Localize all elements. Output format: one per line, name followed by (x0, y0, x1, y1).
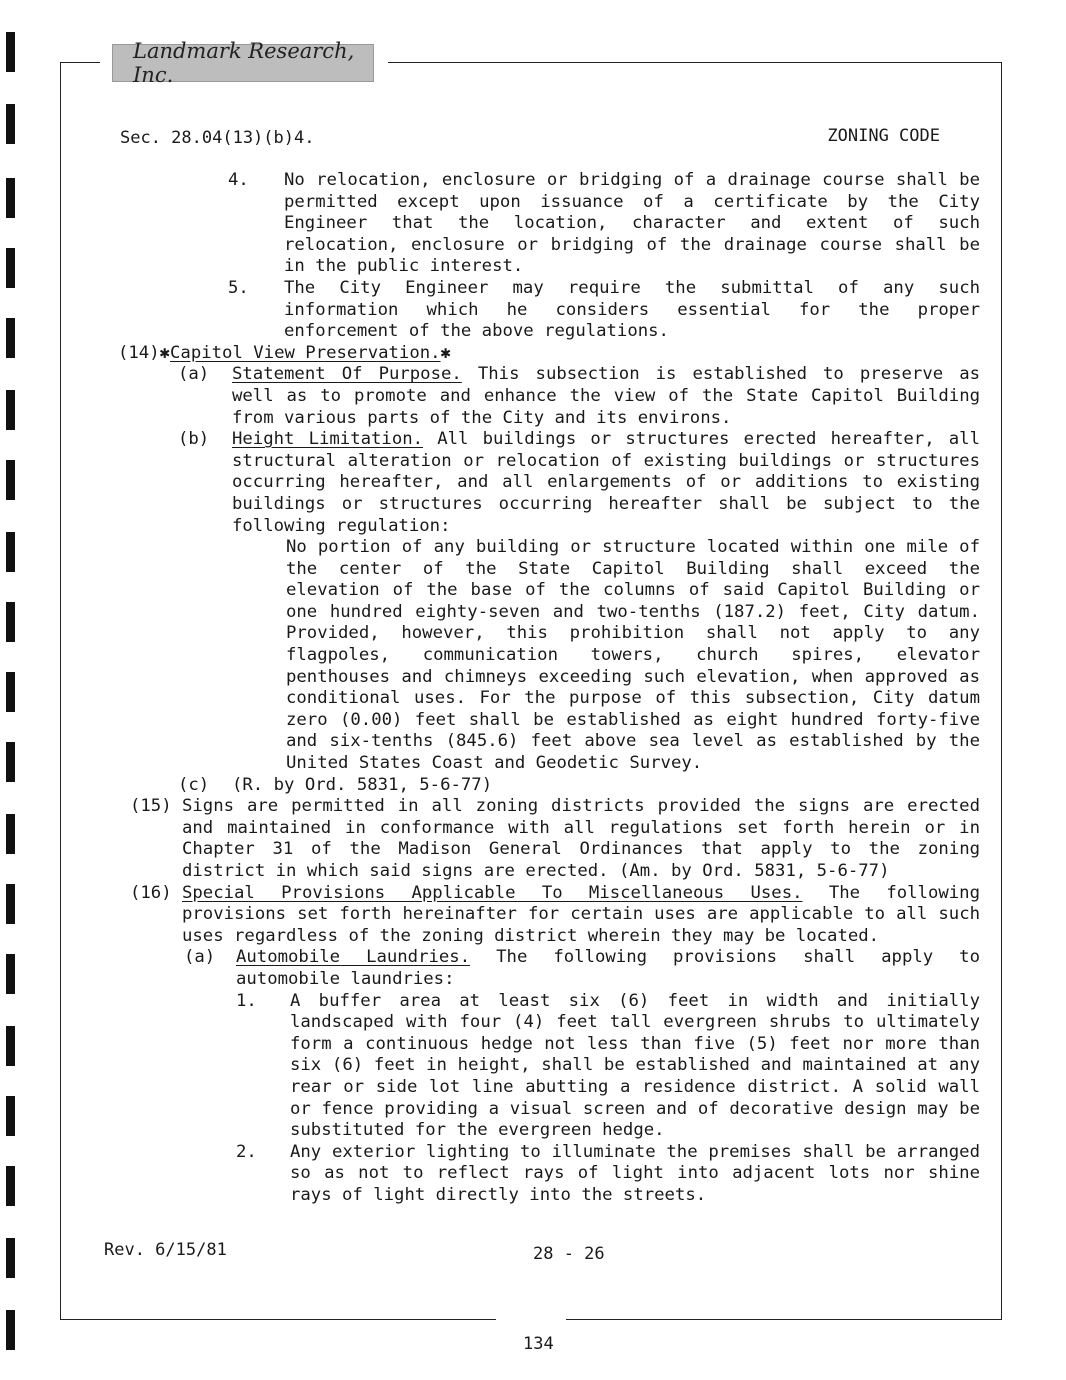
subsection-text: (R. by Ord. 5831, 5-6-77) (232, 774, 493, 795)
binder-mark (6, 390, 15, 430)
item-number: 5. (228, 277, 249, 298)
item-number: 2. (236, 1141, 257, 1162)
section-text: The following provisions set forth hereinafter for certain uses are applicable to all such uses regardless of the zoning district wherein they may be located. (182, 882, 980, 946)
binder-mark (6, 1310, 15, 1350)
section-text: Signs are permitted in all zoning districts provided the signs are erected and maintained in conformance with all regulations set forth herein or in Chapter 31 of the Madison General Ordinances that apply to the zoning district in which said signs are erected. (Am. by Ord. 5831, 5-6-77) (182, 796, 980, 881)
item-text: The City Engineer may require the submittal of any such information which he considers essential for the proper enforcement of the above regulations. (284, 277, 980, 342)
document-title: ZONING CODE (827, 126, 940, 146)
subsection-label: (a) (184, 947, 216, 968)
item-number: 1. (236, 990, 257, 1011)
section-number: (14) (118, 342, 160, 363)
section-14c (178, 774, 980, 797)
section-15 (130, 796, 980, 882)
document-body (118, 170, 980, 1207)
section-14a (178, 364, 980, 429)
item-text: Any exterior lighting to illuminate the premises shall be arranged so as not to reflect rays of light into adjacent lots nor shine rays of light directly into the streets. (290, 1141, 980, 1205)
revision-date: Rev. 6/15/81 (104, 1240, 227, 1260)
binder-mark (6, 1238, 15, 1278)
asterisk-mark: ✱ (440, 342, 451, 363)
section-heading: Capitol View Preservation. (170, 342, 441, 363)
footer-page-reference: 28 - 26 (533, 1244, 605, 1264)
binder-mark (6, 32, 15, 72)
binder-mark (6, 104, 15, 144)
regulation-text: No portion of any building or structure located within one mile of the center of the State Capitol Building shall exceed the elevation of the base of the columns of said Capitol Building or one hundred eighty-seven and two-tenths (187.2) feet, City datum. Provided, however, this prohibition shall not apply to any flagpoles, communication towers, church spires, elevator penthouses and chimneys exceeding such elevation, when approved as conditional uses. For the purpose of this subsection, City datum zero (0.00) feet shall be established as eight hundred forty-five and six-tenths (845.6) feet above sea level as established by the United States Coast and Geodetic Survey. (286, 537, 980, 774)
subsection-heading: Height Limitation. (232, 429, 424, 450)
subsection-heading: Statement Of Purpose. (232, 364, 462, 385)
binder-mark (6, 954, 15, 994)
section-number: (16) (130, 882, 172, 903)
subsection-text: The following provisions shall apply to automobile laundries: (236, 947, 980, 989)
subsection-label: (b) (178, 429, 210, 450)
company-logo: Landmark Research, Inc. (112, 44, 374, 82)
section-16a-item-1 (236, 990, 980, 1142)
item-text: A buffer area at least six (6) feet in width and initially landscaped with four (4) feet tall evergreen shrubs to ultimately form a continuous hedge not less than five (5) feet nor more than six (6) feet in height, shall be established and maintained at any rear or side lot line abutting a residence district. A solid wall or fence providing a visual screen and of decorative design may be substituted for the evergreen hedge. (290, 990, 980, 1141)
section-heading: Special Provisions Applicable To Miscellaneous Uses. (182, 882, 803, 903)
item-4 (228, 170, 980, 278)
binder-mark (6, 248, 15, 288)
subsection-text: This subsection is established to preserve as well as to promote and enhance the view of the State Capitol Building from various parts of the City and its environs. (232, 364, 980, 428)
item-number: 4. (228, 170, 249, 190)
subsection-heading: Automobile Laundries. (236, 947, 471, 968)
frame-gap-bottom (496, 1316, 566, 1324)
binder-mark (6, 1026, 15, 1066)
binder-mark (6, 318, 15, 358)
item-text: No relocation, enclosure or bridging of a drainage course shall be permitted except upon issuance of a certificate by the City Engineer that the location, character and extent of such relocation, enclosure or bridging of the drainage course shall be in the public interest. (284, 170, 980, 277)
subsection-label: (c) (178, 774, 210, 795)
binder-mark (6, 532, 15, 572)
binder-mark (6, 460, 15, 500)
binder-mark (6, 814, 15, 854)
binder-mark (6, 1096, 15, 1136)
height-regulation (286, 537, 980, 775)
section-reference: Sec. 28.04(13)(b)4. (120, 128, 315, 148)
asterisk-mark: ✱ (159, 342, 171, 363)
section-14 (118, 343, 980, 365)
section-16a (184, 947, 980, 990)
binder-mark (6, 742, 15, 782)
subsection-label: (a) (178, 364, 210, 385)
section-16a-item-2 (236, 1141, 980, 1207)
page-number: 134 (523, 1334, 554, 1354)
binder-mark (6, 178, 15, 218)
section-16 (130, 882, 980, 948)
item-5 (228, 277, 980, 343)
binder-mark (6, 602, 15, 642)
subsection-text: All buildings or structures erected hereafter, all structural alteration or relocation of existing buildings or structures occurring hereafter, and all enlargements of or additions to existing buildings or structures occurring hereafter shall be subject to the following regulation: (232, 429, 980, 536)
binder-mark (6, 884, 15, 924)
binder-mark (6, 672, 15, 712)
binder-mark (6, 1166, 15, 1206)
section-number: (15) (130, 796, 172, 817)
section-14b (178, 429, 980, 537)
